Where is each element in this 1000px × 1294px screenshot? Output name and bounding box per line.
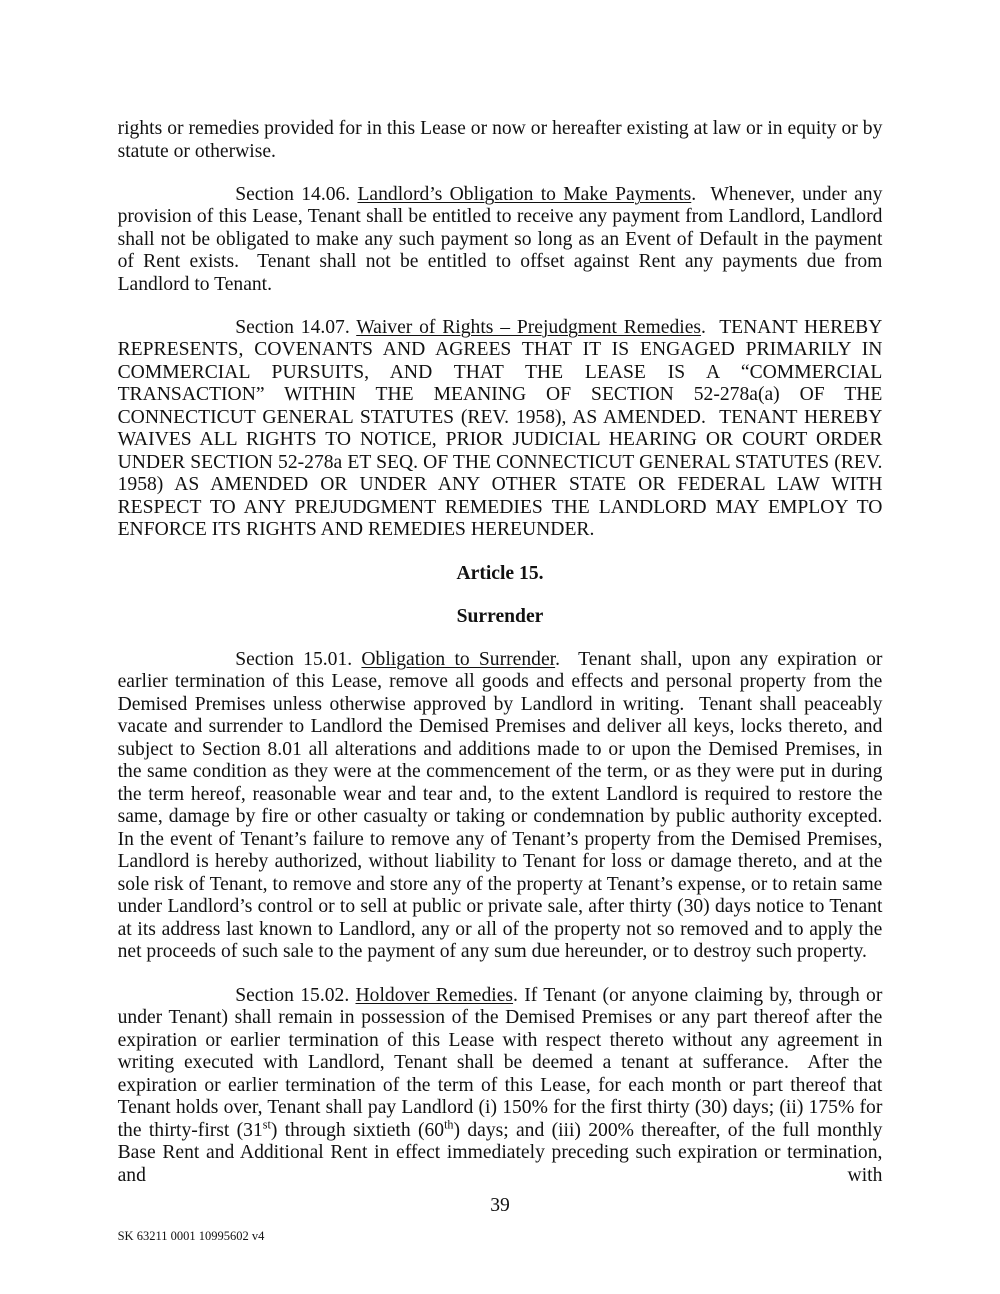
document-id-footer: SK 63211 0001 10995602 v4 (117, 1229, 265, 1243)
section-title: Holdover Remedies (355, 984, 514, 1006)
section-body: . If Tenant (or anyone claiming by, through or under Tenant) shall remain in possession of the Demised Premises or any part thereof after the expiration or earlier termination of this Lease with respect thereto without any agreement in writing executed with Landlord, Tenant shall be deemed a tenant at sufferance. After the expiration or earlier termination of the term of this Lease, for each month or part thereof that Tenant holds over, Tenant shall pay Landlord (i) 150% for the first thirty (30) days; (ii) 175% for the thirty-first (31 (117, 984, 888, 1141)
section-title: Waiver of Rights – Prejudgment Remedies (356, 316, 702, 338)
section-number: Section 14.06. (235, 183, 358, 205)
document-page-body (117, 118, 893, 1208)
section-number: Section 15.01. (235, 648, 362, 670)
section-title: Landlord’s Obligation to Make Payments (357, 183, 692, 205)
section-15-02 (117, 984, 888, 1188)
section-number: Section 14.07. (235, 316, 357, 338)
section-14-07 (117, 316, 888, 542)
article-title (118, 606, 883, 629)
section-body: ) through sixtieth (60 (270, 1119, 445, 1141)
section-body: . Tenant shall, upon any expiration or earlier termination of this Lease, remove all goods and effects and personal property from the Demised Premises unless otherwise approved by Landlord in writing. Tenant shall peaceably vacate and surrender to Landlord the Demised Premises and deliver all keys, locks thereto, and subject to Section 8.01 all alterations and additions made to or upon the Demised Premises, in the same condition as they were at the commencement of the term, or as they were put in during the term hereof, reasonable wear and tear and, to the extent Landlord is required to restore the same, damage by fire or other casualty or taking or condemnation by public authority excepted. In the event of Tenant’s failure to remove any of Tenant’s property from the Demised Premises, Landlord is hereby authorized, without liability to Tenant for loss or damage thereto, and at the sole risk of Tenant, to remove and store any of the property at Tenant’s expense, or to retain same under Landlord’s control or to sell at public or private sale, after thirty (30) days notice to Tenant at its address last known to Landlord, any or all of the property not so removed and to apply the net proceeds of such sale to the payment of any sum due hereunder, or to destroy such property. (117, 648, 893, 963)
section-body: ) days; and (iii) 200% thereafter, of the full monthly Base Rent and Additional Rent in effect immediately preceding such expiration or termination, and with (117, 1119, 888, 1186)
section-14-06 (117, 183, 888, 297)
continuation-paragraph (117, 118, 888, 163)
ordinal-suffix: th (444, 1117, 454, 1132)
section-number: Section 15.02. (235, 984, 356, 1006)
article-label (118, 563, 883, 586)
article-label-text: Article 15. (456, 562, 544, 584)
section-body: . TENANT HEREBY REPRESENTS, COVENANTS AND AGREES THAT IT IS ENGAGED PRIMARILY IN COMMERCIAL PURSUITS, AND THAT THE LEASE IS A “COMMERCIAL TRANSACTION” WITHIN THE MEANING OF SECTION 52-278a(a) OF THE CONNECTICUT GENERAL STATUTES (REV. 1958), AS AMENDED. TENANT HEREBY WAIVES ALL RIGHTS TO NOTICE, PRIOR JUDICIAL HEARING OR COURT ORDER UNDER SECTION 52-278a ET SEQ. OF THE CONNECTICUT GENERAL STATUTES (REV. 1958) AS AMENDED OR UNDER ANY OTHER STATE OR FEDERAL LAW WITH RESPECT TO ANY PREJUDGMENT REMEDIES THE LANDLORD MAY EMPLOY TO ENFORCE ITS RIGHTS AND REMEDIES HEREUNDER. (117, 316, 888, 541)
section-title: Obligation to Surrender (361, 648, 556, 670)
section-15-01 (117, 648, 893, 964)
article-title-text: Surrender (456, 605, 544, 627)
page-number: 39 (490, 1195, 510, 1216)
ordinal-suffix: st (262, 1117, 271, 1132)
section-body: . Whenever, under any provision of this Lease, Tenant shall be entitled to receive any payment from Landlord, Landlord shall not be obligated to make any such payment so long as an Event of Default in the payment of Rent exists. Tenant shall not be entitled to offset against Rent any payments due from Landlord to Tenant. (117, 183, 888, 295)
paragraph-text: rights or remedies provided for in this Lease or now or hereafter existing at law or in equity or by statute or otherwise. (117, 118, 888, 162)
